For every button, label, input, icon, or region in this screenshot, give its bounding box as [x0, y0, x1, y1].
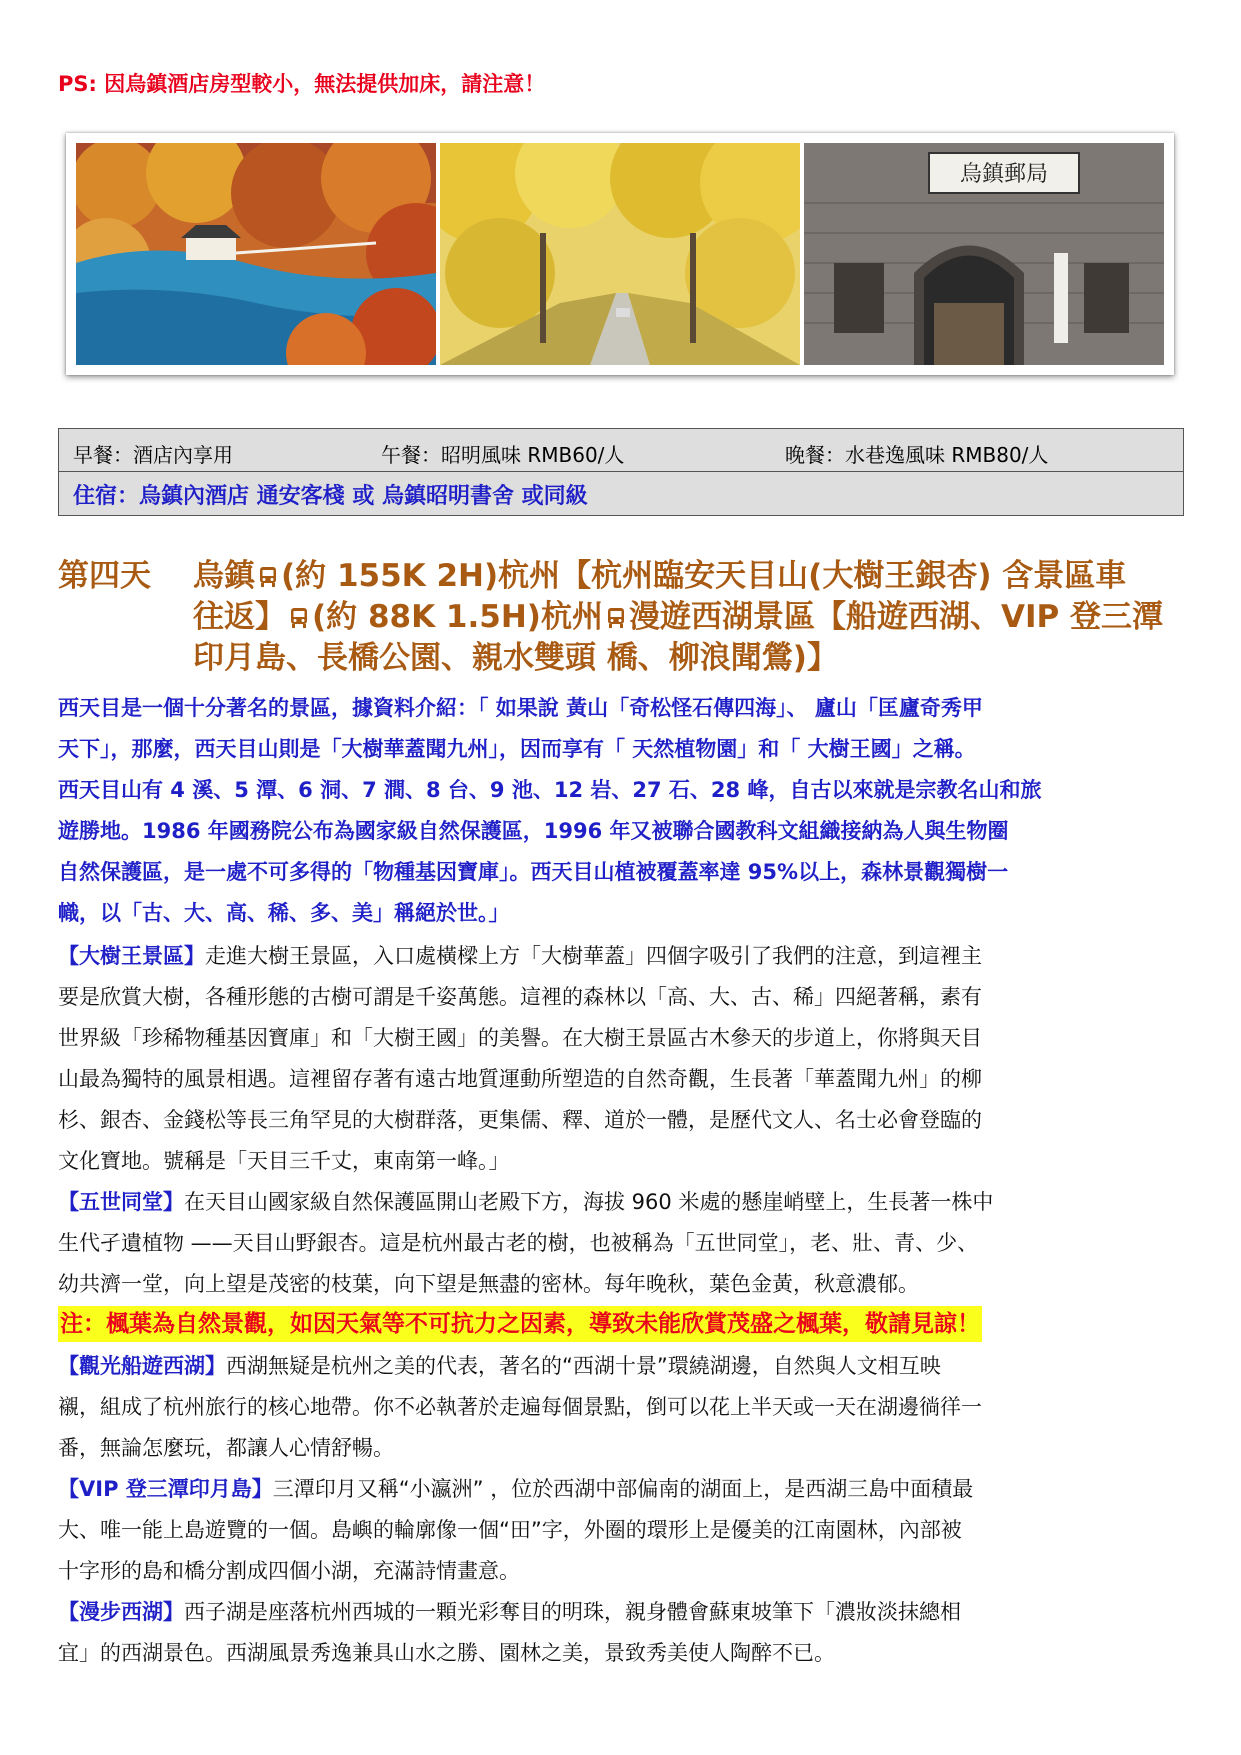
intro-line: 西天目是一個十分著名的景區，據資料介紹：「 如果說 黃山「奇松怪石傳四海」、 廬山「匡廬奇秀甲 — [58, 696, 983, 720]
photo-wuzhen-post-office — [804, 143, 1164, 365]
photo-ginkgo-road — [440, 143, 800, 365]
ps-notice: PS: 因烏鎮酒店房型較小，無法提供加床，請注意！ — [58, 72, 546, 96]
stay-row — [59, 472, 1183, 514]
section-west-lake-cruise: 【觀光船遊西湖】西湖無疑是杭州之美的代表，著名的“西湖十景”環繞湖邊，自然與人文相互映 襯，組成了杭州旅行的核心地帶。你不必執著於走遍每個景點，倒可以花上半天或一天在湖邊徜徉一 番，無論怎麼玩，都讓人心情舒暢。 — [58, 1354, 982, 1460]
lunch-info: 午餐：昭明風味 RMB60/人 — [381, 443, 625, 467]
intro-line: 幟，以「古、大、高、稀、多、美」稱絕於世。」 — [58, 901, 510, 925]
photo-autumn-lake — [76, 143, 436, 365]
section-tag: 【大樹王景區】 — [58, 944, 205, 968]
post-office-sign: 烏鎮郵局 — [959, 162, 1049, 187]
bus-icon — [289, 607, 309, 629]
bus-icon — [258, 566, 278, 588]
intro-paragraph — [58, 688, 1188, 934]
section-tag: 【五世同堂】 — [58, 1190, 184, 1214]
day-title-line-3: 印月島、長橋公園、親水雙頭 橋、柳浪聞鶯)】 — [193, 640, 838, 676]
photo-strip — [66, 133, 1174, 375]
accommodation-info: 住宿：烏鎮內酒店 通安客棧 或 烏鎮昭明書舍 或同級 — [73, 484, 588, 509]
section-big-tree-king: 【大樹王景區】走進大樹王景區，入口處橫樑上方「大樹華蓋」四個字吸引了我們的注意，到這裡主 要是欣賞大樹，各種形態的古樹可謂是千姿萬態。這裡的森林以「高、大、古、稀」四絕著稱，素有 世界級「珍稀物種基因寶庫」和「大樹王國」的美譽。在大樹王景區古木參天的步道上，你將與天目 山最為獨特的風景相遇。這裡留存著有遠古地質運動所塑造的自然奇觀，生長著「華蓋聞九州」的柳 杉、銀杏、金錢松等長三角罕見的大樹群落，更集儒、釋、道於一體，是歷代文人、名士必會登臨的 文化寶地。號稱是「天目三千丈，東南第一峰。」 — [58, 944, 982, 1173]
section-tag: 【VIP 登三潭印月島】 — [58, 1477, 273, 1501]
maple-notice: 注：楓葉為自然景觀，如因天氣等不可抗力之因素，導致未能欣賞茂盛之楓葉，敬請見諒！ — [58, 1306, 982, 1342]
meals-row — [59, 429, 1183, 472]
day-number: 第四天 — [58, 558, 151, 594]
dinner-info: 晚餐：水巷逸風味 RMB80/人 — [785, 443, 1049, 467]
breakfast-info: 早餐：酒店內享用 — [73, 443, 233, 467]
intro-line: 西天目山有 4 溪、5 潭、6 洞、7 澗、8 台、9 池、12 岩、27 石、28 峰，自古以來就是宗教名山和旅 — [58, 778, 1042, 802]
section-tag: 【觀光船遊西湖】 — [58, 1354, 226, 1378]
section-three-pools-island: 【VIP 登三潭印月島】三潭印月又稱“小瀛洲” ，位於西湖中部偏南的湖面上，是西湖三島中面積最 大、唯一能上島遊覽的一個。島嶼的輪廓像一個“田”字，外圈的環形上是優美的江南園林，內部被 十字形的島和橋分割成四個小湖，充滿詩情畫意。 — [58, 1477, 974, 1583]
section-west-lake-walk: 【漫步西湖】西子湖是座落杭州西城的一顆光彩奪目的明珠，親身體會蘇東坡筆下「濃妝淡抹總相 宜」的西湖景色。西湖風景秀逸兼具山水之勝、園林之美，景致秀美使人陶醉不已。 — [58, 1600, 961, 1665]
section-tag: 【漫步西湖】 — [58, 1600, 184, 1624]
bus-icon — [606, 607, 626, 629]
section-five-generations: 【五世同堂】在天目山國家級自然保護區開山老殿下方，海拔 960 米處的懸崖峭壁上，生長著一株中 生代孑遺植物 ——天目山野銀杏。這是杭州最古老的樹，也被稱為「五世同堂」，老、壯、青、少、 幼共濟一堂，向上望是茂密的枝葉，向下望是無盡的密林。每年晚秋，葉色金黃，秋意濃郁。 — [58, 1190, 994, 1296]
meals-box — [58, 428, 1184, 516]
intro-line: 遊勝地。1986 年國務院公布為國家級自然保護區，1996 年又被聯合國教科文組織接納為人與生物圈 — [58, 819, 1009, 843]
day-title-line-1: 烏鎮 (約 155K 2H)杭州【杭州臨安天目山(大樹王銀杏) 含景區車 — [193, 558, 1127, 594]
intro-line: 天下」，那麼，西天目山則是「大樹華蓋聞九州」，因而享有「 天然植物園」和「 大樹王國」之稱。 — [58, 737, 976, 761]
intro-line: 自然保護區，是一處不可多得的「物種基因寶庫」。西天目山植被覆蓋率達 95%以上，森林景觀獨樹一 — [58, 860, 1009, 884]
day-title-line-2: 往返】 (約 88K 1.5H)杭州 漫遊西湖景區【船遊西湖、VIP 登三潭 — [193, 599, 1163, 635]
